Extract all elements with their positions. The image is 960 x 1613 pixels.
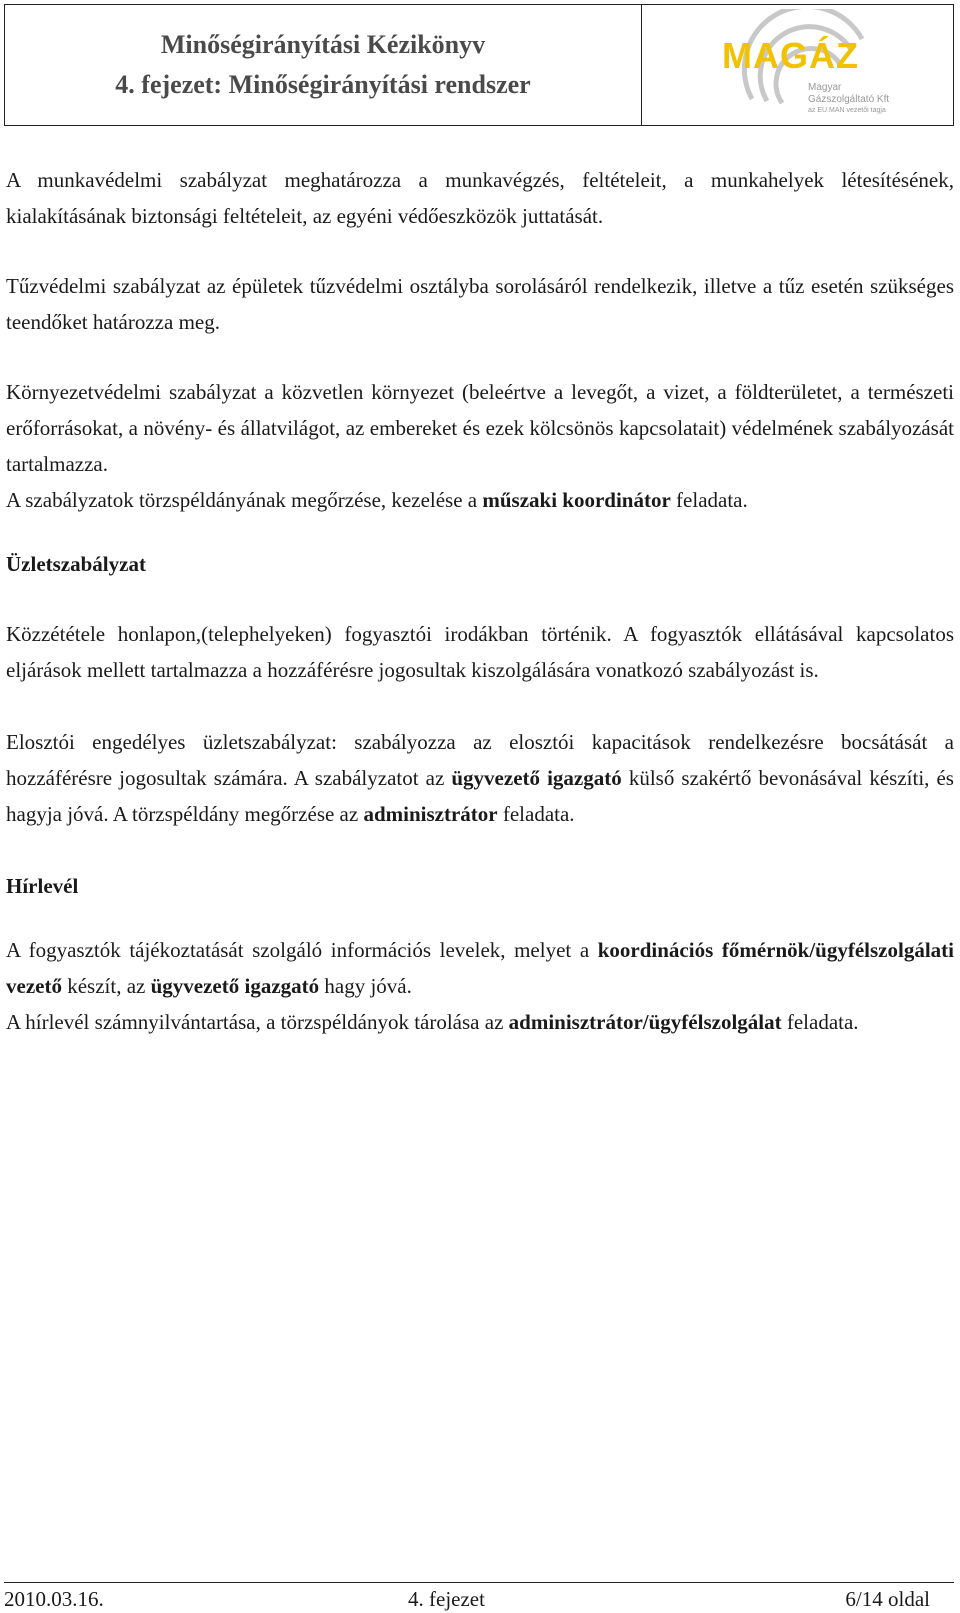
company-logo bbox=[642, 5, 953, 125]
page-header bbox=[4, 4, 954, 126]
footer-chapter: 4. fejezet bbox=[408, 1587, 485, 1611]
paragraph-torzspeldany: A szabályzatok törzspéldányának megőrzése, kezelése a műszaki koordinátor feladata. bbox=[6, 488, 748, 512]
footer-page-number: 6/14 oldal bbox=[845, 1587, 930, 1611]
paragraph-munkavedelmi: A munkavédelmi szabályzat meghatározza a munkavégzés, feltételeit, a munkahelyek létesítésének, kialakításának biztonsági feltételeit, az egyéni védőeszközök juttatását. bbox=[6, 168, 954, 228]
paragraph-hirlevel-info: A fogyasztók tájékoztatását szolgáló információs levelek, melyet a koordinációs főmérnök/ügyfélszolgálati vezető készít, az ügyvezető igazgató hagy jóvá. bbox=[6, 938, 954, 998]
logo-subtext: Magyar bbox=[808, 82, 842, 93]
heading-uzletszabalyzat: Üzletszabályzat bbox=[6, 552, 146, 576]
logo-subtext: az EU.MAN vezetői tagja bbox=[808, 107, 886, 114]
paragraph-kornyezetvedelmi: Környezetvédelmi szabályzat a közvetlen környezet (beleértve a levegőt, a vizet, a földterületet, a természeti erőforrásokat, a növény- és állatvilágot, az embereket és ezek kölcsönös kapcsolatait) védelmének szabályozását tartalmazza. bbox=[6, 380, 954, 476]
header-title-block bbox=[5, 5, 642, 125]
footer-date: 2010.03.16. bbox=[4, 1587, 104, 1611]
paragraph-hirlevel-nyilvantartas: A hírlevél számnyilvántartása, a törzspéldányok tárolása az adminisztrátor/ügyfélszolgálat feladata. bbox=[6, 1010, 859, 1034]
paragraph-elosztoi: Elosztói engedélyes üzletszabályzat: szabályozza az elosztói kapacitások rendelkezésre bocsátását a hozzáférésre jogosultak számára. A szabályzatot az ügyvezető igazgató külső szakértő bevonásával készíti, és hagyja jóvá. A törzspéldány megőrzése az adminisztrátor feladata. bbox=[6, 730, 954, 826]
header-subtitle: 4. fejezet: Minőségirányítási rendszer bbox=[115, 70, 531, 99]
paragraph-tuzvedelmi: Tűzvédelmi szabályzat az épületek tűzvédelmi osztályba sorolásáról rendelkezik, illetve a tűz esetén szükséges teendőket határozza meg. bbox=[6, 274, 954, 334]
logo-wordmark: MAGÁZ bbox=[722, 35, 859, 76]
header-title: Minőségirányítási Kézikönyv bbox=[160, 29, 486, 59]
page-footer bbox=[4, 1582, 954, 1611]
document-body bbox=[6, 162, 954, 1040]
paragraph-kozzetetel: Közzététele honlapon,(telephelyeken) fogyasztói irodákban történik. A fogyasztók ellátásával kapcsolatos eljárások mellett tartalmazza a hozzáférésre jogosultak kiszolgálására vonatkozó szabályozást is. bbox=[6, 622, 954, 682]
logo-subtext: Gázszolgáltató Kft bbox=[808, 94, 890, 105]
heading-hirlevel: Hírlevél bbox=[6, 874, 79, 898]
